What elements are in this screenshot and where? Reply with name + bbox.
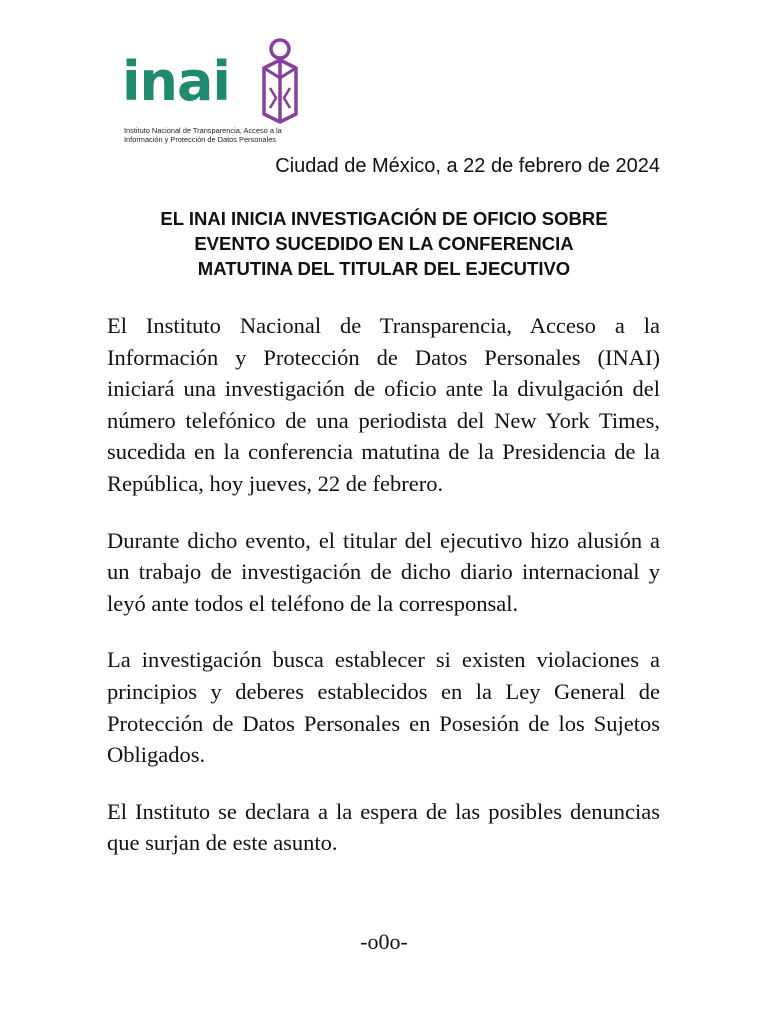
headline-line: MATUTINA DEL TITULAR DEL EJECUTIVO — [197, 258, 571, 279]
body-paragraph: El Instituto se declara a la espera de las posibles denuncias que surjan de este asunto. — [107, 798, 660, 856]
logo-subtitle-line: Información y Protección de Datos Personales — [124, 135, 276, 144]
inai-logo-subtitle — [124, 126, 282, 144]
logo-subtitle-line: Instituto Nacional de Transparencia, Acceso a la — [124, 126, 282, 135]
headline-line: EL INAI INICIA INVESTIGACIÓN DE OFICIO SOBRE — [160, 208, 608, 229]
headline-line: EVENTO SUCEDIDO EN LA CONFERENCIA — [194, 233, 574, 254]
inai-figure-icon — [258, 38, 302, 124]
body-paragraph: La investigación busca establecer si existen violaciones a principios y deberes establecidos en la Ley General de Protección de Datos Personales en Posesión de los Sujetos Obligados. — [107, 647, 660, 768]
inai-logo — [122, 38, 322, 146]
closing-mark: -o0o- — [360, 929, 408, 954]
press-release-body — [107, 310, 660, 884]
press-release-headline — [100, 206, 668, 281]
body-paragraph: El Instituto Nacional de Transparencia, Acceso a la Información y Protección de Datos Personales (INAI) iniciará una investigación de oficio ante la divulgación del número telefónico de una periodista del New York Times, sucedida en la conferencia matutina de la Presidencia de la República, hoy jueves, 22 de febrero. — [107, 313, 660, 496]
dateline: Ciudad de México, a 22 de febrero de 2024 — [275, 155, 660, 177]
inai-wordmark: inai — [122, 50, 230, 113]
body-paragraph: Durante dicho evento, el titular del ejecutivo hizo alusión a un trabajo de investigación de dicho diario internacional y leyó ante todos el teléfono de la corresponsal. — [107, 527, 660, 616]
